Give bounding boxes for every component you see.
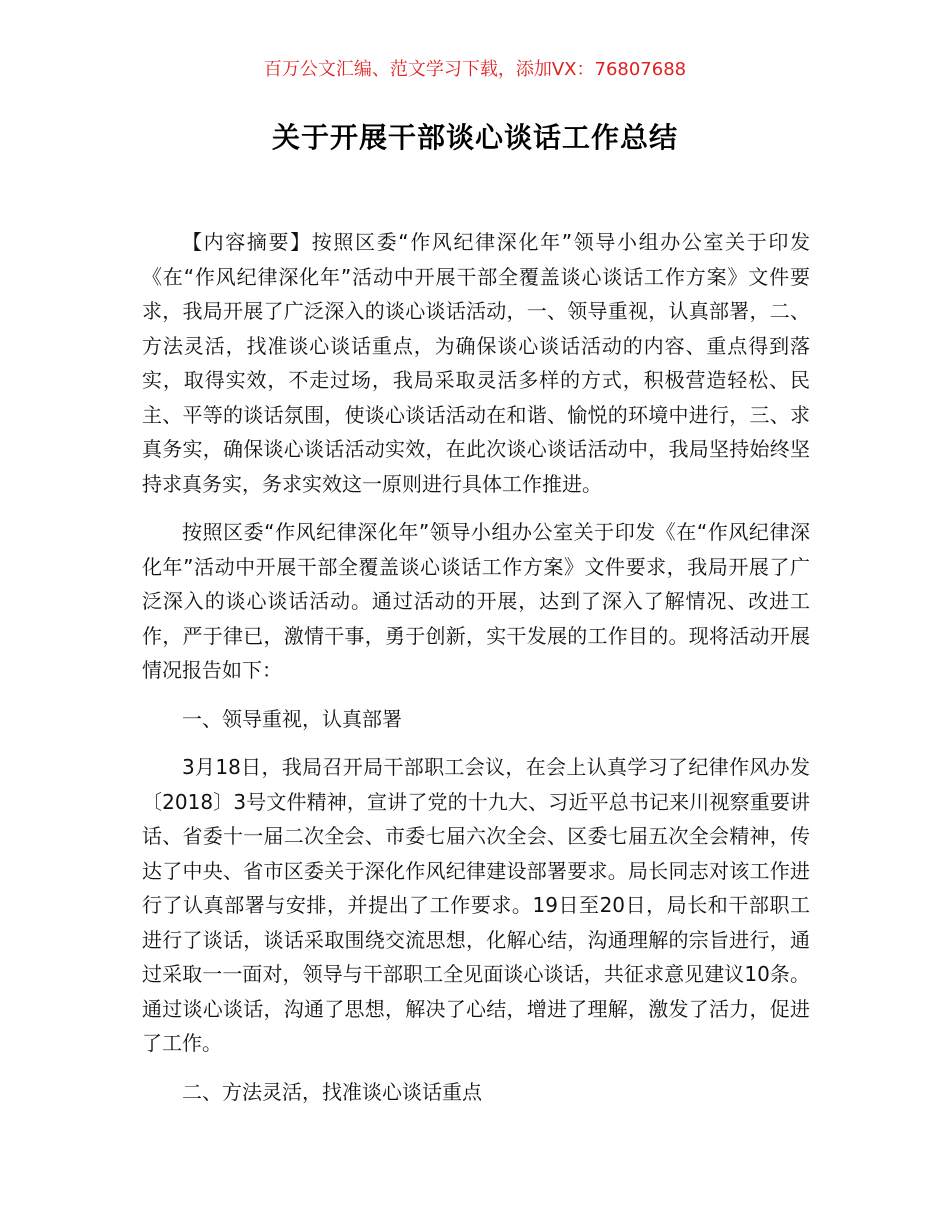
abstract-paragraph: 【内容摘要】按照区委“作风纪律深化年”领导小组办公室关于印发《在“作风纪律深化年”活动中开展干部全覆盖谈心谈话工作方案》文件要求，我局开展了广泛深入的谈心谈话活动，一、领导重视，认真部署，二、方法灵活，找准谈心谈话重点，为确保谈心谈话活动的内容、重点得到落实，取得实效，不走过场，我局采取灵活多样的方式，积极营造轻松、民主、平等的谈话氛围，使谈心谈话活动在和谐、愉悦的环境中进行，三、求真务实，确保谈心谈话活动实效，在此次谈心谈话活动中，我局坚持始终坚持求真务实，务求实效这一原则进行具体工作推进。 [142, 230, 810, 496]
section-1-heading: 一、领导重视，认真部署 [182, 706, 402, 731]
page-title: 关于开展干部谈心谈话工作总结 [271, 121, 678, 154]
document-body [142, 225, 810, 1123]
section-1-paragraph: 3月18日，我局召开局干部职工会议，在会上认真学习了纪律作风办发〔2018〕3号文件精神，宣讲了党的十九大、习近平总书记来川视察重要讲话、省委十一届二次全会、市委七届六次全会、区委七届五次全会精神，传达了中央、省市区委关于深化作风纪律建设部署要求。局长同志对该工作进行了认真部署与安排，并提出了工作要求。19日至20日，局长和干部职工进行了谈话，谈话采取围绕交流思想，化解心结，沟通理解的宗旨进行，通过采取一一面对，领导与干部职工全见面谈心谈话，共征求意见建议10条。通过谈心谈话，沟通了思想，解决了心结，增进了理解，激发了活力，促进了工作。 [142, 755, 810, 1055]
watermark-banner: 百万公文汇编、范文学习下载，添加VX：76807688 [263, 59, 687, 80]
section-2-heading: 二、方法灵活，找准谈心谈话重点 [182, 1079, 482, 1104]
intro-paragraph: 按照区委“作风纪律深化年”领导小组办公室关于印发《在“作风纪律深化年”活动中开展干部全覆盖谈心谈话工作方案》文件要求，我局开展了广泛深入的谈心谈话活动。通过活动的开展，达到了深入了解情况、改进工作，严于律已，激情干事，勇于创新，实干发展的工作目的。现将活动开展情况报告如下： [142, 520, 810, 682]
